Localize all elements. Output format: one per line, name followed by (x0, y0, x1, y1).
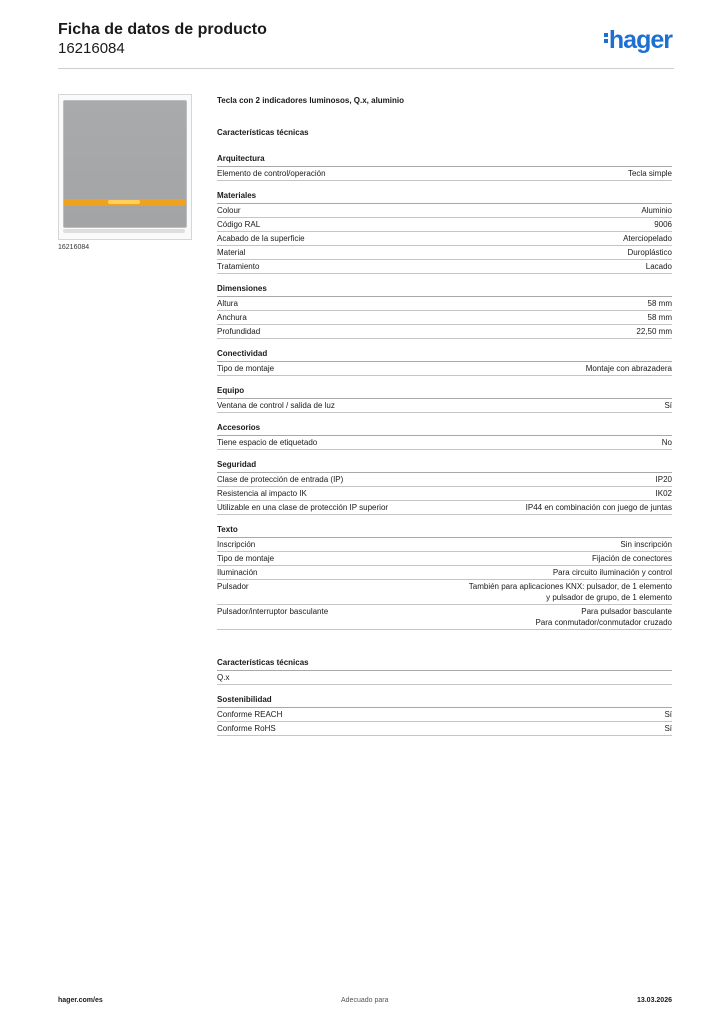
spec-sections-extra (217, 657, 672, 736)
spec-value-line: Sin inscripción (620, 540, 672, 549)
spec-label: Tiene espacio de etiquetado (217, 438, 318, 447)
spec-label: Colour (217, 206, 241, 215)
spec-value-line: No (661, 438, 672, 447)
logo-dots-icon (604, 31, 608, 45)
section-title: Equipo (217, 385, 672, 399)
spec-label: Material (217, 248, 246, 257)
spec-label: Código RAL (217, 220, 261, 229)
section-title: Conectividad (217, 348, 672, 362)
specifications (217, 95, 672, 745)
spec-label: Acabado de la superficie (217, 234, 305, 243)
spec-row (217, 708, 672, 722)
spec-label: Pulsador (217, 582, 249, 591)
spec-value-line: 22,50 mm (636, 327, 672, 336)
spec-value-line: Sí (664, 724, 672, 733)
spec-row (217, 552, 672, 566)
spec-row (217, 246, 672, 260)
spec-value-line: IK02 (655, 489, 672, 498)
spec-value-line: IP44 en combinación con juego de juntas (525, 503, 672, 512)
spec-row (217, 167, 672, 181)
spec-section (217, 657, 672, 685)
spec-value (664, 400, 672, 411)
spec-row (217, 218, 672, 232)
spec-label: Utilizable en una clase de protección IP superior (217, 503, 389, 512)
spec-section (217, 694, 672, 736)
footer-website[interactable]: hager.com/es (58, 997, 103, 1004)
spec-value (641, 205, 672, 216)
spec-label: Pulsador/interruptor basculante (217, 607, 329, 616)
spec-value-line: Aterciopelado (623, 234, 672, 243)
spec-value (553, 567, 672, 578)
spec-value-line: También para aplicaciones KNX: pulsador, de 1 elemento (468, 582, 672, 591)
spec-value (648, 312, 672, 323)
spec-value (586, 363, 672, 374)
spec-value-line: Tecla simple (627, 169, 672, 178)
spec-label: Elemento de control/operación (217, 169, 326, 178)
product-image-frame (58, 94, 192, 240)
spec-value-line: Sí (664, 401, 672, 410)
spec-row (217, 605, 672, 630)
section-title: Seguridad (217, 459, 672, 473)
document-header (58, 20, 267, 58)
spec-value-line: Duroplástico (627, 248, 672, 257)
product-image (63, 100, 187, 228)
spec-value (656, 474, 672, 485)
spec-value-line: Para pulsador basculante (581, 607, 672, 616)
section-title: Características técnicas (217, 657, 672, 671)
image-caption: 16216084 (58, 244, 90, 251)
spec-value (662, 437, 672, 448)
spec-label: Profundidad (217, 327, 261, 336)
spec-value-line: IP20 (655, 475, 672, 484)
spec-section (217, 422, 672, 450)
spec-label: Iluminación (217, 568, 258, 577)
spec-value (636, 326, 672, 337)
spec-row (217, 362, 672, 376)
spec-section (217, 524, 672, 630)
spec-value (664, 723, 672, 734)
footer-suitable-for: Adecuado para (341, 997, 389, 1004)
footer-date: 13.03.2026 (636, 997, 672, 1004)
spec-label: Anchura (217, 313, 247, 322)
spec-value-line: 58 mm (647, 299, 672, 308)
spec-row (217, 487, 672, 501)
spec-row (217, 566, 672, 580)
spec-value (469, 581, 672, 603)
product-description: Tecla con 2 indicadores luminosos, Q.x, aluminio (217, 96, 405, 105)
spec-row (217, 501, 672, 515)
spec-label: Tipo de montaje (217, 364, 275, 373)
spec-value (628, 168, 672, 179)
spec-row (217, 399, 672, 413)
section-gap (217, 639, 672, 657)
spec-row (217, 297, 672, 311)
spec-row (217, 325, 672, 339)
spec-row (217, 538, 672, 552)
spec-row (217, 260, 672, 274)
spec-value-line: Fijación de conectores (591, 554, 672, 563)
spec-row (217, 232, 672, 246)
spec-label: Tratamiento (217, 262, 260, 271)
spec-section (217, 385, 672, 413)
spec-value (628, 247, 672, 258)
spec-value (646, 261, 672, 272)
spec-value-line: Para circuito iluminación y control (552, 568, 672, 577)
spec-section (217, 190, 672, 274)
section-title: Texto (217, 524, 672, 538)
spec-label: Resistencia al impacto IK (217, 489, 307, 498)
spec-value-line: Lacado (645, 262, 672, 271)
document-title: Ficha de datos de producto (58, 21, 267, 38)
section-title: Accesorios (217, 422, 672, 436)
section-title: Sostenibilidad (217, 694, 672, 708)
spec-value-line: y pulsador de grupo, de 1 elemento (546, 593, 672, 602)
spec-section (217, 348, 672, 376)
section-title: Materiales (217, 190, 672, 204)
spec-label: Tipo de montaje (217, 554, 275, 563)
logo-text: hager (608, 26, 672, 54)
spec-row (217, 311, 672, 325)
spec-row (217, 436, 672, 450)
spec-row (217, 671, 672, 685)
section-title: Arquitectura (217, 153, 672, 167)
spec-value (526, 502, 672, 513)
spec-value-line: Montaje con abrazadera (585, 364, 672, 373)
spec-row (217, 722, 672, 736)
spec-value (535, 606, 672, 628)
spec-value (654, 219, 672, 230)
spec-sections (217, 153, 672, 630)
spec-label: Ventana de control / salida de luz (217, 401, 335, 410)
hager-logo (604, 26, 672, 55)
spec-label: Inscripción (217, 540, 256, 549)
spec-value (664, 709, 672, 720)
spec-value-line: Aluminio (641, 206, 672, 215)
spec-label: Clase de protección de entrada (IP) (217, 475, 344, 484)
spec-value (648, 298, 672, 309)
section-title: Dimensiones (217, 283, 672, 297)
spec-label: Altura (217, 299, 238, 308)
spec-row (217, 473, 672, 487)
product-image-base (63, 229, 185, 233)
spec-value-line: Para conmutador/conmutador cruzado (535, 618, 672, 627)
spec-value-line: 9006 (654, 220, 672, 229)
spec-section (217, 459, 672, 515)
spec-section (217, 283, 672, 339)
spec-label: Conforme REACH (217, 710, 283, 719)
spec-value-line: 58 mm (647, 313, 672, 322)
product-id: 16216084 (58, 40, 125, 57)
spec-label: Conforme RoHS (217, 724, 276, 733)
technical-characteristics-title: Características técnicas (217, 128, 309, 137)
spec-value (656, 488, 672, 499)
spec-value-line: Sí (664, 710, 672, 719)
spec-value (592, 553, 672, 564)
spec-label: Q.x (217, 673, 230, 682)
spec-section (217, 153, 672, 181)
spec-row (217, 204, 672, 218)
header-divider (58, 68, 674, 69)
spec-value (620, 539, 672, 550)
led-highlight (108, 200, 140, 204)
spec-row (217, 580, 672, 605)
spec-value (623, 233, 672, 244)
